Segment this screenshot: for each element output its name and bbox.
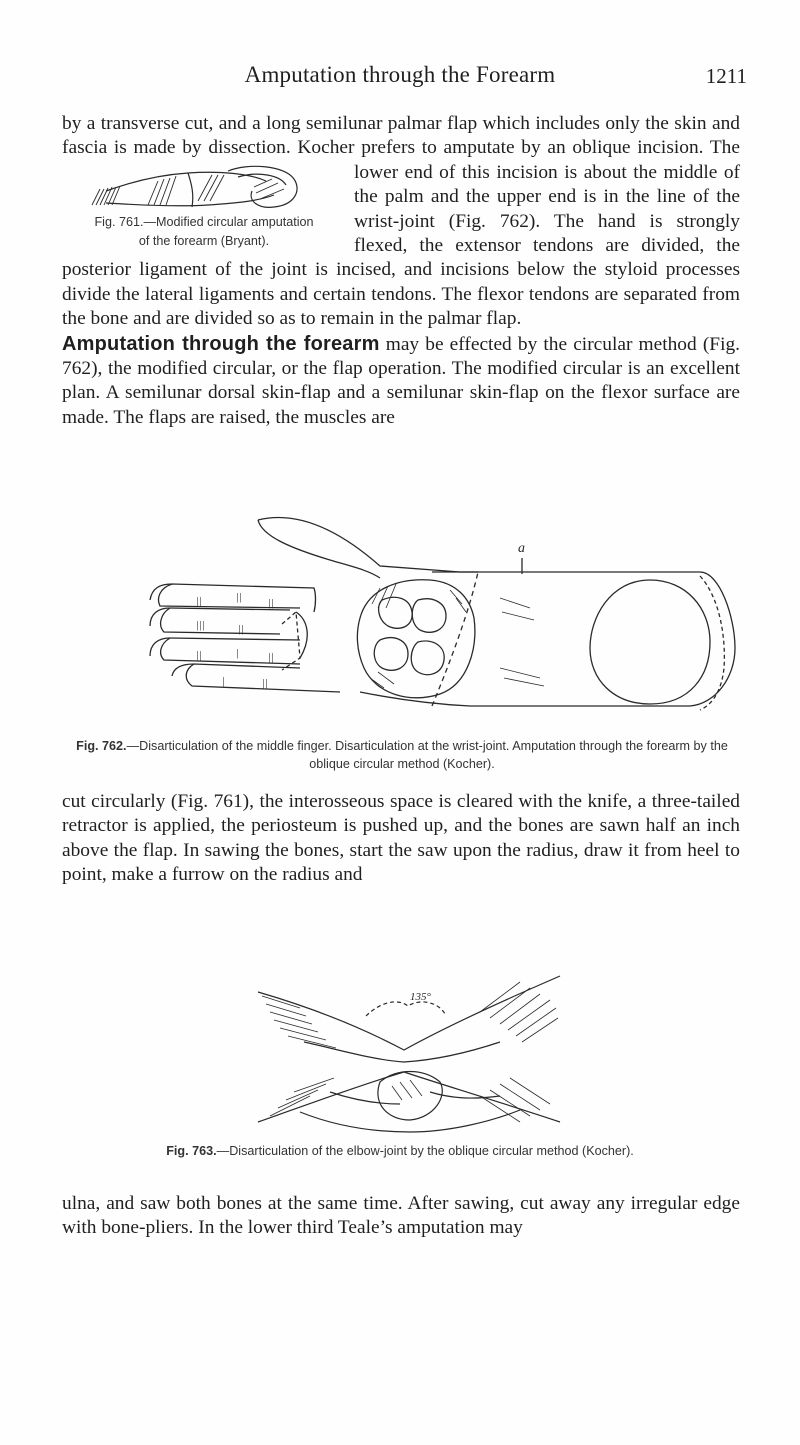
running-title: Amputation through the Forearm	[244, 62, 556, 87]
figure-762-caption-text: —Disarticulation of the middle finger. Disarticulation at the wrist-joint. Amputation through the forearm by the oblique circular method (Kocher).	[126, 739, 728, 771]
figure-762-caption-label: Fig. 762.	[76, 739, 127, 753]
figure-763	[0, 972, 800, 1137]
svg-text:|: |	[222, 675, 226, 687]
figure-761-caption-line-2: of the forearm (Bryant).	[138, 233, 270, 248]
figure-763-caption-label: Fig. 763.	[166, 1144, 217, 1158]
figure-761-illustration	[88, 161, 308, 213]
svg-text:||: ||	[196, 595, 203, 607]
paragraph-1	[62, 112, 740, 430]
figure-762-illustration	[0, 508, 800, 728]
figure-763-caption-text: —Disarticulation of the elbow-joint by the oblique circular method (Kocher).	[216, 1144, 634, 1158]
svg-text:||: ||	[238, 623, 245, 635]
figure-763-caption	[0, 1142, 800, 1160]
figure-761-caption-line-1: Fig. 761.—Modified circular amputation	[94, 214, 314, 229]
figure-762-label-a: a	[518, 541, 525, 556]
svg-text:||: ||	[196, 649, 203, 661]
figure-762-caption	[64, 737, 740, 773]
page-header	[0, 62, 800, 96]
svg-text:|||: |||	[196, 619, 206, 631]
paragraph-3: cut circularly (Fig. 761), the interosseous space is cleared with the knife, a three-tailed retractor is applied, the periosteum is pushed up, and the bones are sawn half an inch above the flap. In sawing the bones, start the saw upon the radius, draw it from heel to point, make a furrow on the radius and	[62, 791, 740, 886]
figure-761	[60, 161, 348, 255]
section-lead-heading: Amputation through the forearm	[62, 332, 380, 355]
paragraph-1-opening: by a transverse cut, and a long semilunar palmar flap which includes only the skin and fascia is made by dissection. Kocher prefers to amputate by an	[62, 113, 740, 159]
svg-text:||: ||	[262, 677, 269, 689]
svg-text:||: ||	[268, 651, 275, 663]
figure-761-caption	[60, 213, 348, 251]
paragraph-2	[62, 332, 740, 431]
figure-763-angle-label: 135°	[410, 991, 431, 1003]
paragraph-4: ulna, and saw both bones at the same time. After sawing, cut away any irregular edge with bone-pliers. In the lower third Teale’s amputation may	[62, 1193, 740, 1239]
page-number: 1211	[705, 64, 747, 88]
svg-text:||: ||	[268, 597, 275, 609]
svg-text:||: ||	[236, 591, 243, 603]
paragraph-2-text: may be effected by the circular method (Fig. 762), the modified circular, or the flap operation. The modified circular is an excellent plan. A semilunar dorsal skin-flap and a semilunar skin-flap on the flexor surface are made. The flaps are raised, the muscles are	[62, 333, 740, 428]
figure-762	[0, 508, 800, 728]
figure-763-illustration	[0, 972, 800, 1137]
paragraph-1-continuation: oblique incision. The lower end of this incision is about the middle of the palm and the upper end is in the line of the wrist-joint (Fig. 762). The hand is strongly flexed, the extensor tendons are divided, the posterior ligament of the joint is incised, and incisions below the styloid processes divide the lateral ligaments and certain tendons. The flexor tendons are separated from the bone and are divided so as to remain in the palmar flap.	[62, 137, 740, 330]
svg-text:|: |	[236, 647, 240, 659]
